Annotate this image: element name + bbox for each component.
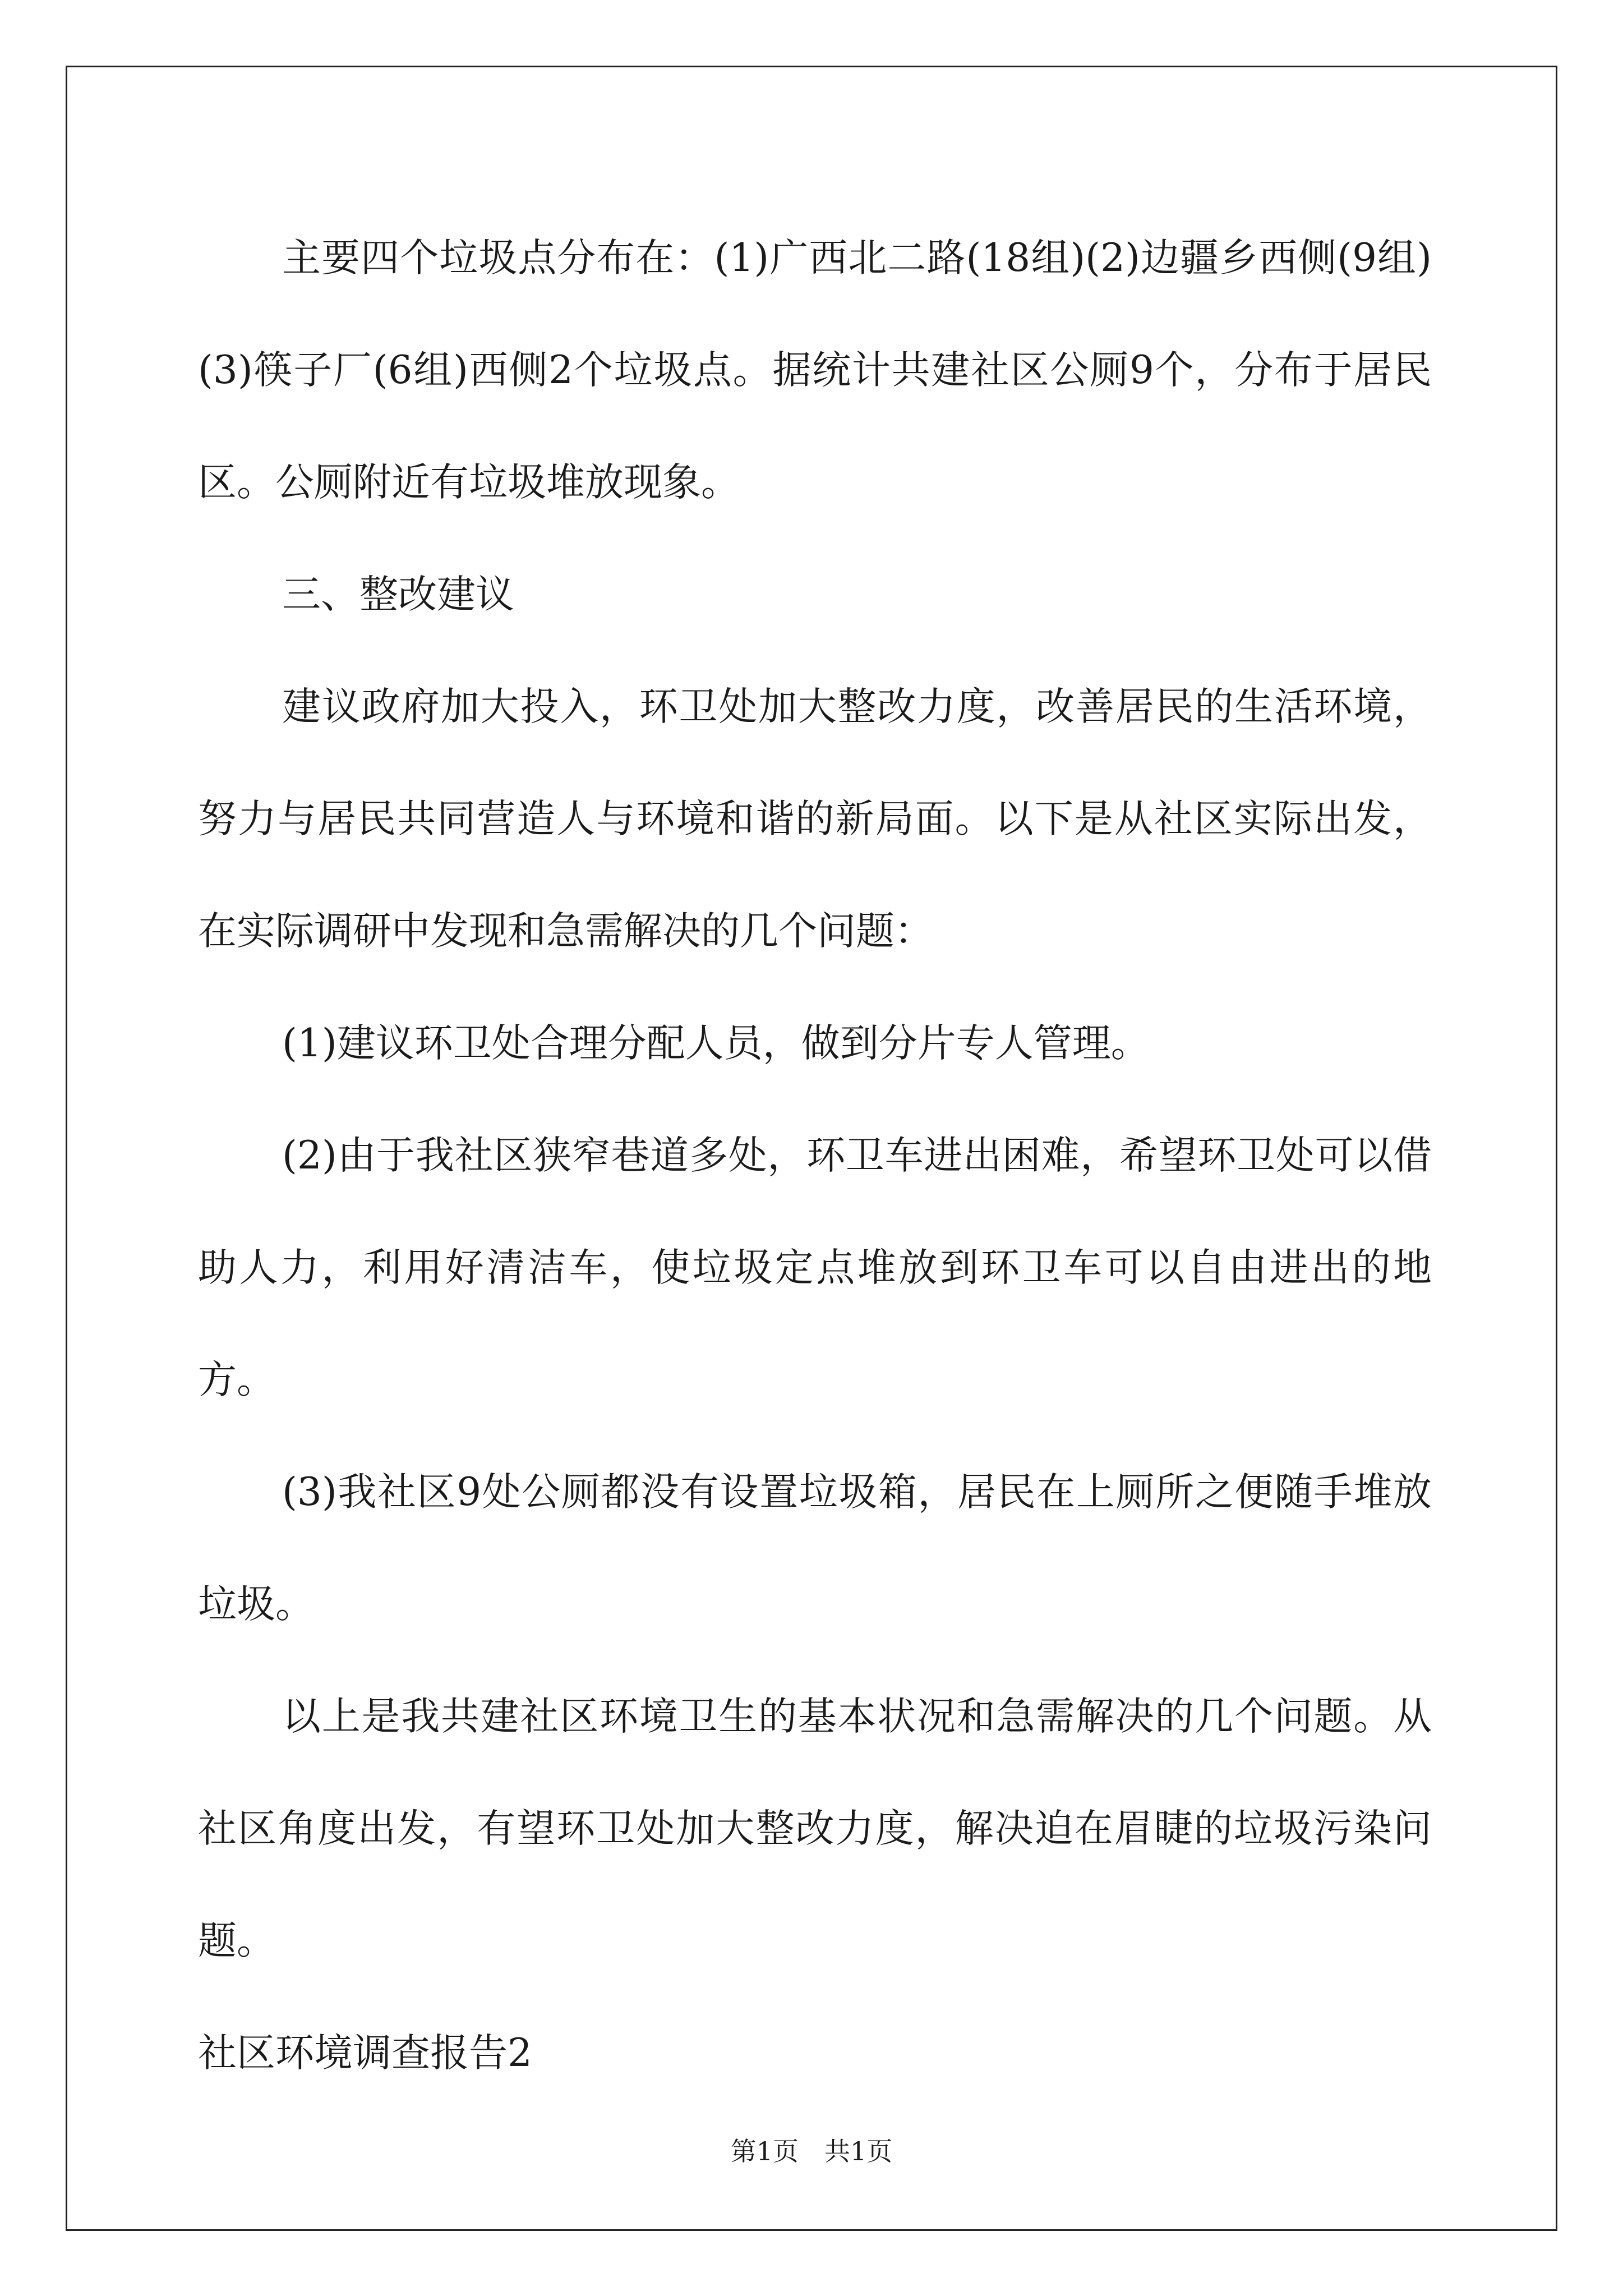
heading-rectification-suggestions: 三、整改建议	[282, 572, 514, 617]
paragraph-conclusion: 以上是我共建社区环境卫生的基本状况和急需解决的几个问题。从社区角度出发，有望环卫处加大整改力度，解决迫在眉睫的垃圾污染问题。	[198, 1694, 1432, 1963]
paragraph-suggestion-2: (2)由于我社区狭窄巷道多处，环卫车进出困难，希望环卫处可以借助人力，利用好清洁车，使垃圾定点堆放到环卫车可以自由进出的地方。	[198, 1133, 1432, 1402]
paragraph-suggestion-intro: 建议政府加大投入，环卫处加大整改力度，改善居民的生活环境，努力与居民共同营造人与环境和谐的新局面。以下是从社区实际出发，在实际调研中发现和急需解决的几个问题：	[198, 684, 1432, 954]
page-current: 第1页	[730, 2136, 799, 2166]
section-title: 社区环境调查报告2	[198, 2031, 532, 2076]
page-total: 共1页	[824, 2136, 893, 2166]
paragraph-suggestion-3: (3)我社区9处公厕都没有设置垃圾箱，居民在上厕所之便随手堆放垃圾。	[198, 1470, 1432, 1627]
page-footer	[0, 2134, 1623, 2168]
paragraph-garbage-points: 主要四个垃圾点分布在：(1)广西北二路(18组)(2)边疆乡西侧(9组)(3)筷子厂(6组)西侧2个垃圾点。据统计共建社区公厕9个，分布于居民区。公厕附近有垃圾堆放现象。	[198, 236, 1432, 505]
paragraph-suggestion-1: (1)建议环卫处合理分配人员，做到分片专人管理。	[282, 1021, 1150, 1066]
document-body	[198, 202, 1432, 2109]
